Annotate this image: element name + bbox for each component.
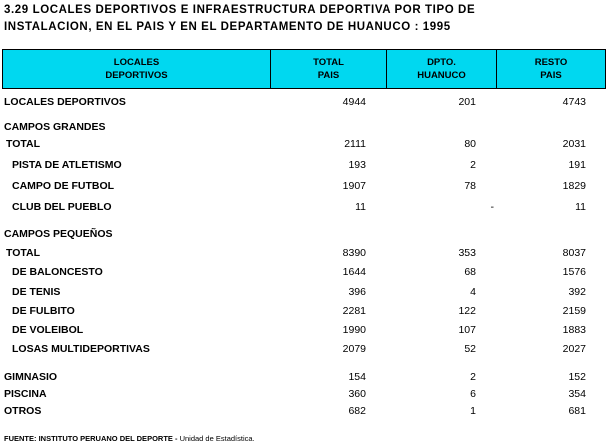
huanuco-value: 353 bbox=[458, 247, 476, 259]
row-label: TOTAL bbox=[6, 247, 41, 259]
total-pais-value: 1644 bbox=[342, 266, 366, 278]
resto-pais-value: 1829 bbox=[562, 180, 586, 192]
row-label: PISTA DE ATLETISMO bbox=[12, 159, 122, 171]
header-huanuco: DPTO. HUANUCO bbox=[387, 50, 497, 88]
table-row bbox=[0, 324, 616, 340]
huanuco-value: - bbox=[490, 201, 494, 213]
table-row bbox=[0, 405, 616, 421]
total-pais-value: 360 bbox=[348, 388, 366, 400]
row-label: PISCINA bbox=[4, 388, 47, 400]
total-pais-value: 4944 bbox=[342, 96, 366, 108]
row-label: LOSAS MULTIDEPORTIVAS bbox=[12, 343, 150, 355]
source-unit: Unidad de Estadística. bbox=[179, 434, 255, 443]
total-pais-value: 2281 bbox=[342, 305, 366, 317]
huanuco-value: 122 bbox=[458, 305, 476, 317]
resto-pais-value: 4743 bbox=[562, 96, 586, 108]
huanuco-value: 78 bbox=[464, 180, 476, 192]
table-row bbox=[0, 388, 616, 404]
table-row bbox=[0, 121, 616, 137]
source-text: FUENTE: INSTITUTO PERUANO DEL DEPORTE - bbox=[4, 434, 180, 443]
total-pais-value: 193 bbox=[348, 159, 366, 171]
row-label: DE FULBITO bbox=[12, 305, 75, 317]
resto-pais-value: 11 bbox=[575, 201, 586, 213]
source-footnote bbox=[4, 434, 255, 443]
row-label: CAMPO DE FUTBOL bbox=[12, 180, 115, 192]
row-label: OTROS bbox=[4, 405, 42, 417]
row-label: DE TENIS bbox=[12, 286, 61, 298]
table-row bbox=[0, 201, 616, 217]
total-pais-value: 396 bbox=[348, 286, 366, 298]
row-label: DE VOLEIBOL bbox=[12, 324, 84, 336]
huanuco-value: 2 bbox=[470, 371, 476, 383]
huanuco-value: 52 bbox=[464, 343, 476, 355]
total-pais-value: 8390 bbox=[342, 247, 366, 259]
table-header bbox=[2, 49, 606, 89]
total-pais-value: 1990 bbox=[342, 324, 366, 336]
total-pais-value: 11 bbox=[355, 201, 366, 213]
resto-pais-value: 354 bbox=[568, 388, 586, 400]
header-resto-pais: RESTO PAIS bbox=[534, 57, 568, 81]
resto-pais-value: 392 bbox=[568, 286, 586, 298]
row-label: CLUB DEL PUEBLO bbox=[12, 201, 112, 213]
huanuco-value: 1 bbox=[470, 405, 476, 417]
huanuco-value: 201 bbox=[458, 96, 476, 108]
resto-pais-value: 152 bbox=[568, 371, 586, 383]
total-pais-value: 2111 bbox=[344, 138, 366, 150]
resto-pais-value: 2031 bbox=[562, 138, 586, 150]
section-label: CAMPOS PEQUEÑOS bbox=[4, 228, 113, 240]
huanuco-value: 80 bbox=[464, 138, 476, 150]
table-row bbox=[0, 247, 616, 263]
resto-pais-value: 1576 bbox=[562, 266, 586, 278]
row-label: TOTAL bbox=[6, 138, 41, 150]
row-label: GIMNASIO bbox=[4, 371, 58, 383]
huanuco-value: 6 bbox=[470, 388, 476, 400]
row-label: DE BALONCESTO bbox=[12, 266, 103, 278]
resto-pais-value: 1883 bbox=[562, 324, 586, 336]
resto-pais-value: 8037 bbox=[562, 247, 586, 259]
table-row bbox=[0, 180, 616, 196]
total-pais-value: 2079 bbox=[342, 343, 366, 355]
total-pais-value: 682 bbox=[348, 405, 366, 417]
table-row bbox=[0, 96, 616, 112]
title-line-1: 3.29 LOCALES DEPORTIVOS E INFRAESTRUCTURA DEPORTIVA POR TIPO DE bbox=[4, 4, 476, 16]
resto-pais-value: 681 bbox=[568, 405, 586, 417]
table-row bbox=[0, 371, 616, 387]
huanuco-value: 68 bbox=[464, 266, 476, 278]
table-row bbox=[0, 286, 616, 302]
huanuco-value: 4 bbox=[470, 286, 476, 298]
table-title bbox=[4, 2, 612, 36]
huanuco-value: 107 bbox=[458, 324, 476, 336]
table-row bbox=[0, 159, 616, 175]
section-label: CAMPOS GRANDES bbox=[4, 121, 106, 133]
table-row bbox=[0, 305, 616, 321]
resto-pais-value: 2159 bbox=[562, 305, 586, 317]
header-locales: LOCALES DEPORTIVOS bbox=[3, 50, 271, 88]
table-row bbox=[0, 266, 616, 282]
total-pais-value: 154 bbox=[348, 371, 366, 383]
title-line-2: INSTALACION, EN EL PAIS Y EN EL DEPARTAMENTO DE HUANUCO : 1995 bbox=[4, 21, 451, 33]
row-label: LOCALES DEPORTIVOS bbox=[4, 96, 126, 108]
resto-pais-value: 2027 bbox=[562, 343, 586, 355]
header-total-pais: TOTAL PAIS bbox=[271, 50, 387, 88]
huanuco-value: 2 bbox=[470, 159, 476, 171]
resto-pais-value: 191 bbox=[568, 159, 586, 171]
total-pais-value: 1907 bbox=[342, 180, 366, 192]
table-row bbox=[0, 138, 616, 154]
table-row bbox=[0, 343, 616, 359]
table-row bbox=[0, 228, 616, 244]
